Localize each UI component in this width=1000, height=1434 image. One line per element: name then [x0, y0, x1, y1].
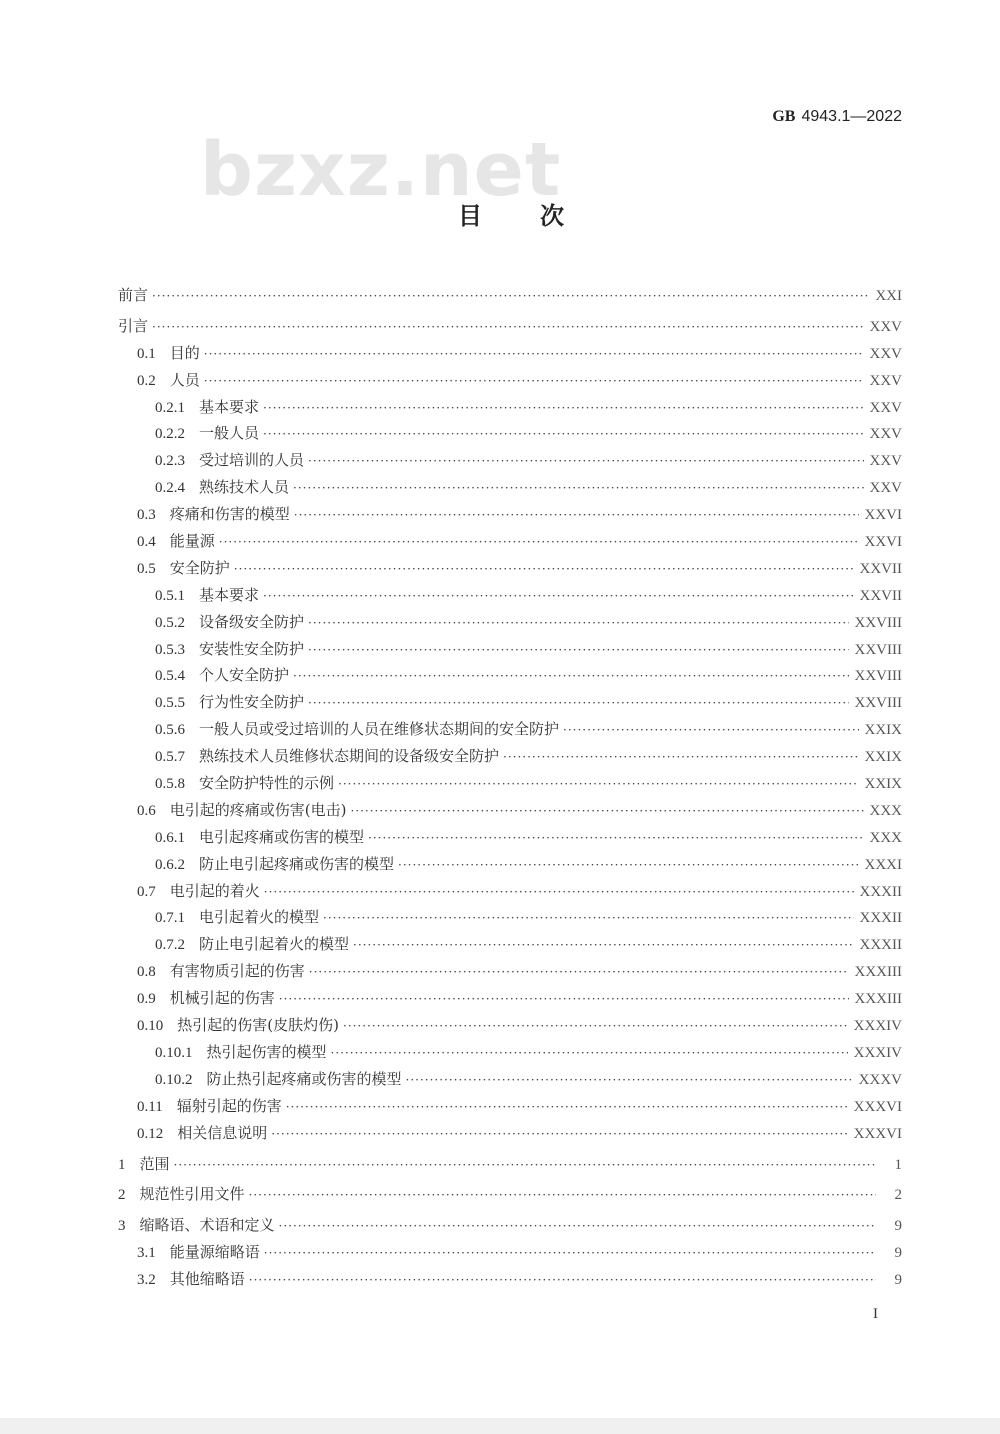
toc-entry-number: 0.6.2 — [155, 856, 185, 873]
toc-entry-title: 防止电引起着火的模型 — [199, 935, 350, 954]
toc-entry-title: 电引起的着火 — [169, 881, 260, 900]
dot-leader — [152, 314, 863, 341]
toc-entry-title: 安装性安全防护 — [199, 639, 305, 658]
toc-entry-page: XXXII — [859, 883, 902, 900]
page-title: 目次 — [458, 201, 622, 230]
toc-entry-number: 0.3 — [137, 507, 156, 524]
toc-entry-title: 电引起着火的模型 — [199, 908, 320, 927]
dot-leader — [294, 502, 859, 529]
dot-leader — [338, 771, 858, 798]
toc-entry[interactable] — [118, 985, 902, 1012]
toc-entry-number: 0.12 — [137, 1125, 164, 1142]
toc-entry-title: 防止热引起疼痛或伤害的模型 — [206, 1069, 402, 1088]
dot-leader — [343, 1013, 848, 1040]
toc-entry-title: 行为性安全防护 — [199, 693, 305, 712]
toc-entry-number: 0.6.1 — [155, 829, 185, 846]
toc-entry-number: 0.1 — [137, 345, 156, 362]
toc-entry-number: 3 — [118, 1218, 126, 1235]
standard-prefix: GB — [772, 108, 796, 125]
toc-entry-page: XXXIII — [854, 964, 902, 981]
toc-entry[interactable] — [118, 958, 902, 985]
standard-number — [772, 108, 902, 126]
toc-entry[interactable] — [118, 394, 902, 421]
toc-entry-number: 3.1 — [137, 1245, 156, 1262]
toc-entry[interactable] — [118, 851, 902, 878]
standard-code: 4943.1—2022 — [801, 108, 902, 125]
dot-leader — [152, 283, 869, 310]
toc-entry[interactable] — [118, 609, 902, 636]
watermark: bzxz.net — [200, 127, 562, 213]
toc-entry-page: XXIX — [864, 722, 902, 739]
toc-entry[interactable] — [118, 770, 902, 797]
toc-entry-title: 热引起的伤害(皮肤灼伤) — [177, 1016, 339, 1035]
dot-leader — [398, 852, 858, 879]
dot-leader — [309, 959, 849, 986]
toc-entry-number: 0.5.1 — [155, 587, 185, 604]
dot-leader — [204, 341, 864, 368]
toc-entry-title: 安全防护 — [169, 558, 230, 577]
dot-leader — [323, 905, 853, 932]
toc-entry-page: XXVII — [859, 587, 902, 604]
toc-entry-title: 目的 — [169, 343, 200, 362]
toc-entry-page: XXV — [869, 372, 902, 389]
toc-entry-page: XXVI — [864, 507, 902, 524]
dot-leader — [563, 717, 858, 744]
toc-entry-page: XXVIII — [854, 641, 902, 658]
toc-entry-title: 缩略语、术语和定义 — [139, 1216, 275, 1235]
dot-leader — [271, 1121, 847, 1148]
toc-entry-page: XXVIII — [854, 614, 902, 631]
toc-entry[interactable] — [118, 824, 902, 851]
toc-entry-number: 0.10.1 — [155, 1044, 193, 1061]
toc-entry-number: 0.5.8 — [155, 776, 185, 793]
toc-entry-page: XXXIII — [854, 991, 902, 1008]
toc-entry-title: 能量源缩略语 — [169, 1243, 260, 1262]
dot-leader — [263, 583, 853, 610]
toc-entry-page: XXIX — [864, 749, 902, 766]
toc-entry[interactable] — [118, 716, 902, 743]
toc-entry-number: 0.7.2 — [155, 937, 185, 954]
toc-entry[interactable] — [118, 636, 902, 663]
toc-entry-title: 一般人员 — [199, 424, 260, 443]
toc-entry-title: 防止电引起疼痛或伤害的模型 — [199, 854, 395, 873]
dot-leader — [350, 798, 863, 825]
toc-entry[interactable] — [118, 662, 902, 689]
dot-leader — [279, 986, 849, 1013]
dot-leader — [219, 529, 859, 556]
toc-entry-page: XXV — [869, 426, 902, 443]
dot-leader — [204, 368, 864, 395]
toc-entry-page: 9 — [894, 1218, 902, 1235]
toc-entry-page: XXXIV — [853, 1018, 902, 1035]
toc-entry-title: 个人安全防护 — [199, 666, 290, 685]
dot-leader — [293, 663, 849, 690]
toc-entry-title: 相关信息说明 — [177, 1123, 268, 1142]
toc-entry-number: 0.4 — [137, 534, 156, 551]
toc-entry-number: 0.7.1 — [155, 910, 185, 927]
toc-entry[interactable] — [118, 582, 902, 609]
toc-entry[interactable] — [118, 447, 902, 474]
toc-entry-number: 0.5.3 — [155, 641, 185, 658]
toc-entry[interactable] — [118, 367, 902, 394]
dot-leader — [174, 1152, 876, 1179]
toc-entry-title: 熟练技术人员 — [199, 478, 290, 497]
toc-entry-number: 0.6 — [137, 802, 156, 819]
dot-leader — [353, 932, 853, 959]
toc-entry-page: XXV — [869, 480, 902, 497]
toc-entry-title: 热引起伤害的模型 — [206, 1042, 327, 1061]
toc-entry-title: 受过培训的人员 — [199, 451, 305, 470]
toc-entry[interactable] — [118, 1212, 902, 1239]
toc-entry-number: 0.2.3 — [155, 453, 185, 470]
toc-entry-number: 0.10.2 — [155, 1071, 193, 1088]
toc-entry-title: 电引起的疼痛或伤害(电击) — [169, 800, 347, 819]
toc-entry-page: XXVII — [859, 560, 902, 577]
toc-entry-page: XXXVI — [853, 1098, 902, 1115]
toc-entry-page: 9 — [894, 1245, 902, 1262]
toc-entry[interactable] — [118, 797, 902, 824]
toc-entry-title: 疼痛和伤害的模型 — [169, 505, 290, 524]
toc-entry-number: 3.2 — [137, 1272, 156, 1289]
toc-entry-page: XXVIII — [854, 695, 902, 712]
toc-entry[interactable] — [118, 689, 902, 716]
toc-entry[interactable] — [118, 1239, 902, 1266]
dot-leader — [308, 448, 863, 475]
toc-entry-number: 0.5.5 — [155, 695, 185, 712]
toc-entry-title: 人员 — [169, 370, 200, 389]
toc-entry[interactable] — [118, 420, 902, 447]
toc-entry[interactable] — [118, 904, 902, 931]
dot-leader — [406, 1067, 853, 1094]
dot-leader — [264, 1240, 876, 1267]
toc-entry[interactable] — [118, 282, 902, 309]
toc-entry-page: XXVI — [864, 534, 902, 551]
toc-entry-number: 0.2.4 — [155, 480, 185, 497]
toc-entry-number: 0.5.6 — [155, 722, 185, 739]
toc-entry-page: XXVIII — [854, 668, 902, 685]
dot-leader — [286, 1094, 848, 1121]
toc-entry-number: 0.5.7 — [155, 749, 185, 766]
toc-entry-page: XXXII — [859, 910, 902, 927]
toc-entry-title: 其他缩略语 — [169, 1270, 245, 1289]
toc-entry[interactable] — [118, 1093, 902, 1120]
dot-leader — [331, 1040, 848, 1067]
toc-entry[interactable] — [118, 931, 902, 958]
toc-entry-title: 一般人员或受过培训的人员在维修状态期间的安全防护 — [199, 720, 560, 739]
toc-entry-title: 有害物质引起的伤害 — [169, 962, 305, 981]
dot-leader — [503, 744, 858, 771]
toc-entry-number: 0.11 — [137, 1098, 163, 1115]
dot-leader — [308, 690, 849, 717]
toc-entry[interactable] — [118, 1120, 902, 1147]
dot-leader — [264, 879, 854, 906]
toc-entry-page: XXV — [869, 345, 902, 362]
toc-entry-number: 1 — [118, 1156, 126, 1173]
toc-entry-title: 前言 — [118, 286, 149, 304]
toc-entry-page: XXXV — [858, 1071, 902, 1088]
toc-entry-number: 2 — [118, 1187, 126, 1204]
toc-entry-title: 基本要求 — [199, 585, 260, 604]
toc-entry-number: 0.8 — [137, 964, 156, 981]
toc-entry-number: 0.2 — [137, 372, 156, 389]
toc-entry[interactable] — [118, 878, 902, 905]
page-folio: I — [873, 1306, 878, 1322]
toc-entry-page: 9 — [894, 1272, 902, 1289]
toc-entry-title: 范围 — [139, 1154, 170, 1173]
toc-entry-title: 熟练技术人员维修状态期间的设备级安全防护 — [199, 747, 500, 766]
toc-entry-title: 安全防护特性的示例 — [199, 774, 335, 793]
toc-entry[interactable] — [118, 1266, 902, 1293]
dot-leader — [308, 610, 849, 637]
toc-entry-page: XXX — [869, 802, 902, 819]
toc-entry-page: XXV — [869, 453, 902, 470]
toc-entry-number: 0.5 — [137, 560, 156, 577]
toc-entry-number: 0.7 — [137, 883, 156, 900]
toc-entry-page: XXX — [869, 829, 902, 846]
dot-leader — [368, 825, 863, 852]
dot-leader — [249, 1267, 876, 1294]
toc-entry[interactable] — [118, 474, 902, 501]
toc-entry[interactable] — [118, 743, 902, 770]
toc-entry-number: 0.2.1 — [155, 399, 185, 416]
dot-leader — [234, 556, 854, 583]
toc-entry[interactable] — [118, 501, 902, 528]
toc-entry-title: 辐射引起的伤害 — [176, 1096, 282, 1115]
toc-entry-page: 2 — [894, 1187, 902, 1204]
toc-entry[interactable] — [118, 555, 902, 582]
toc-entry-number: 0.5.4 — [155, 668, 185, 685]
toc-entry[interactable] — [118, 313, 902, 340]
toc-entry-title: 电引起疼痛或伤害的模型 — [199, 827, 365, 846]
toc-entry[interactable] — [118, 1039, 902, 1066]
dot-leader — [263, 421, 863, 448]
toc-entry-title: 设备级安全防护 — [199, 612, 305, 631]
toc-entry-number: 0.10 — [137, 1018, 164, 1035]
toc-entry-page: XXXIV — [853, 1044, 902, 1061]
toc-entry-title: 引言 — [118, 316, 149, 335]
toc-entry-page: XXXVI — [853, 1125, 902, 1142]
toc-entry[interactable] — [118, 528, 902, 555]
toc-entry-title: 规范性引用文件 — [139, 1185, 245, 1204]
toc-entry-page: XXI — [875, 288, 902, 304]
toc-entry-page: XXXI — [864, 856, 902, 873]
toc-entry-page: 1 — [894, 1156, 902, 1173]
viewer-bottom-bar — [0, 1418, 1000, 1434]
dot-leader — [308, 637, 849, 664]
dot-leader — [263, 395, 863, 422]
toc-entry[interactable] — [118, 1151, 902, 1178]
toc-entry-page: XXV — [869, 318, 902, 335]
dot-leader — [293, 475, 863, 502]
toc-entry-title: 机械引起的伤害 — [169, 989, 275, 1008]
toc-entry-number: 0.9 — [137, 991, 156, 1008]
toc-entry[interactable] — [118, 340, 902, 367]
dot-leader — [249, 1182, 876, 1209]
toc-entry-page: XXIX — [864, 776, 902, 793]
toc-entry-title: 能量源 — [169, 532, 215, 551]
toc-entry-number: 0.5.2 — [155, 614, 185, 631]
toc-entry-title: 基本要求 — [199, 397, 260, 416]
toc-entry-page: XXXII — [859, 937, 902, 954]
dot-leader — [279, 1213, 876, 1240]
table-of-contents — [118, 282, 902, 1293]
toc-entry-number: 0.2.2 — [155, 426, 185, 443]
toc-entry[interactable] — [118, 1012, 902, 1039]
toc-entry-page: XXV — [869, 399, 902, 416]
toc-entry[interactable] — [118, 1066, 902, 1093]
toc-entry[interactable] — [118, 1181, 902, 1208]
